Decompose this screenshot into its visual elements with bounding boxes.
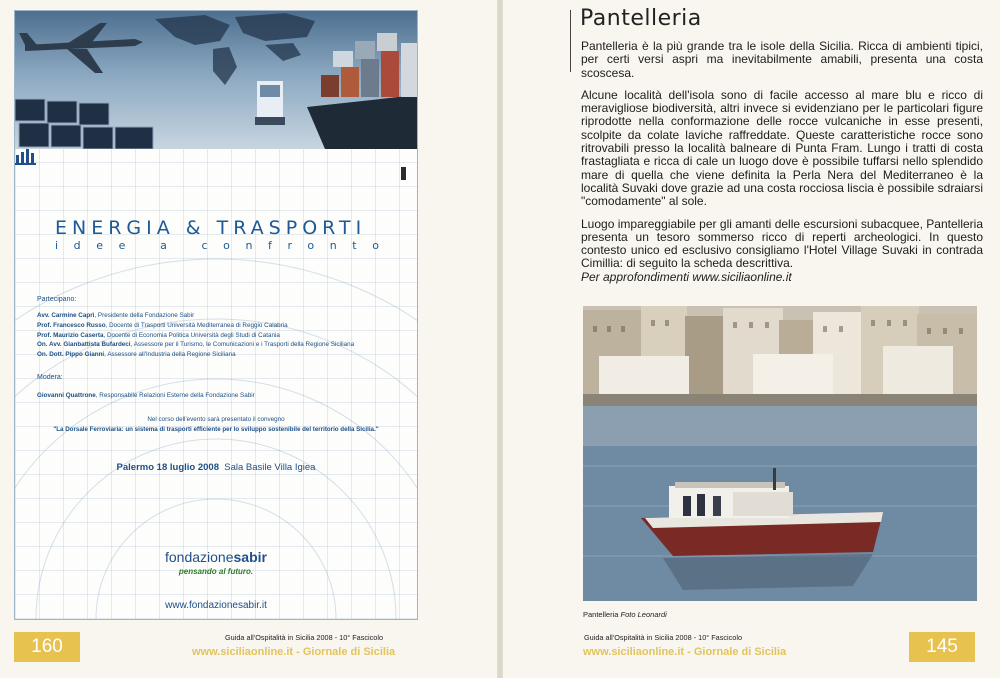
page-number: 160	[14, 632, 80, 662]
footer-site: www.siciliaonline.it - Giornale di Sicilia	[583, 646, 787, 658]
fondazione-sabir-logo-text: fondazionesabir	[165, 549, 267, 565]
fondazione-sabir-logo-icon	[15, 149, 37, 165]
title-rule	[570, 10, 571, 72]
black-marker	[401, 167, 406, 180]
moderator: Giovanni Quattrone, Responsabile Relazioni Esterne della Fondazione Sabir	[37, 392, 255, 399]
ad-background-grid	[15, 149, 417, 619]
event-date-venue: Palermo 18 luglio 2008 Sala Basile Villa Igiea	[116, 462, 316, 473]
ad-title: ENERGIA & TRASPORTI	[55, 217, 367, 239]
footer-guide: Guida all'Ospitalità in Sicilia 2008 - 10° Fascicolo	[584, 633, 743, 642]
article-paragraph: Alcune località dell'isola sono di facile accesso al mare blu e ricco di meravigliose biodiversità, altri invece si evidenziano per le particolari figure riprodotte nella conformazione delle rocce vulcaniche in esse presenti, scolpite da colate laviche raffreddate. Queste caratteristiche rocce sono ritrovabili presso la località balneare di Punta Fram. Lungo i tratti di costa frastagliata e ricca di cale un luogo dove è possibile tuffarsi nello splendido mare di quella che viene definita la Perla Nera del Mediterraneo è la località Suvaki dove grazie ad una costa rocciosa liscia è possibile sdraiarsi "comodamente" al sole.	[581, 87, 983, 209]
photo-caption: Pantelleria Foto Leonardi	[583, 610, 667, 619]
participant-item: Prof. Maurizio Caserta, Docente di Economia Politica Università degli Studi di Catania	[37, 331, 280, 339]
ad-website-link[interactable]: www.fondazionesabir.it	[165, 600, 267, 611]
event-intro: Nel corso dell'evento sarà presentato il convegno	[147, 416, 285, 423]
article-paragraph: Pantelleria è la più grande tra le isole della Sicilia. Ricca di ambienti tipici, per certi versi aspri ma inevitabilmente amabili, presenta una costa scoscesa.	[581, 39, 983, 80]
footer-guide: Guida all'Ospitalità in Sicilia 2008 - 10° Fascicolo	[225, 633, 384, 642]
participants-list	[37, 311, 417, 360]
participant-item: On. Avv. Gianbattista Bufardeci, Assessore per il Turismo, le Comunicazioni e i Trasporti della Regione Siciliana	[37, 341, 355, 349]
harbor-boat-photo	[583, 306, 977, 601]
article-body	[581, 40, 983, 293]
participants-label: Partecipano:	[37, 296, 77, 303]
moderator-label: Modera:	[37, 374, 63, 381]
transport-collage-image	[15, 11, 417, 149]
participant-item: Prof. Francesco Russo, Docente di Trasporti Università Mediterranea di Reggio Calabria	[37, 321, 288, 329]
ad-subtitle: idee a confronto	[55, 239, 395, 252]
article-title: Pantelleria	[580, 6, 702, 31]
participant-item: Avv. Carmine Caprì, Presidente della Fondazione Sabir	[37, 312, 195, 319]
event-title: "La Dorsale Ferroviaria: un sistema di trasporti efficiente per lo sviluppo sostenibile del territorio della Sicilia."	[53, 426, 379, 433]
reference-link[interactable]: Per approfondimenti www.siciliaonline.it	[581, 269, 792, 284]
page-number: 145	[909, 632, 975, 662]
advertisement	[14, 10, 418, 620]
footer-site: www.siciliaonline.it - Giornale di Sicilia	[192, 646, 396, 658]
article-paragraph-with-reference: Luogo impareggiabile per gli amanti delle escursioni subacquee, Pantelleria presenta un tesoro sommerso ricco di reperti archeologici. In questo contesto unico ed esclusivo consigliamo l'Hotel Village Suvaki in contrada Cimillia: di seguito la scheda descrittiva. Per approfondimenti www.siciliaonline.it	[581, 216, 983, 284]
right-page	[503, 0, 1000, 678]
left-page	[0, 0, 497, 678]
logo-tagline: pensando al futuro.	[178, 567, 254, 576]
participant-item: On. Dott. Pippo Gianni, Assessore all'Industria della Regione Siciliana	[37, 351, 236, 359]
